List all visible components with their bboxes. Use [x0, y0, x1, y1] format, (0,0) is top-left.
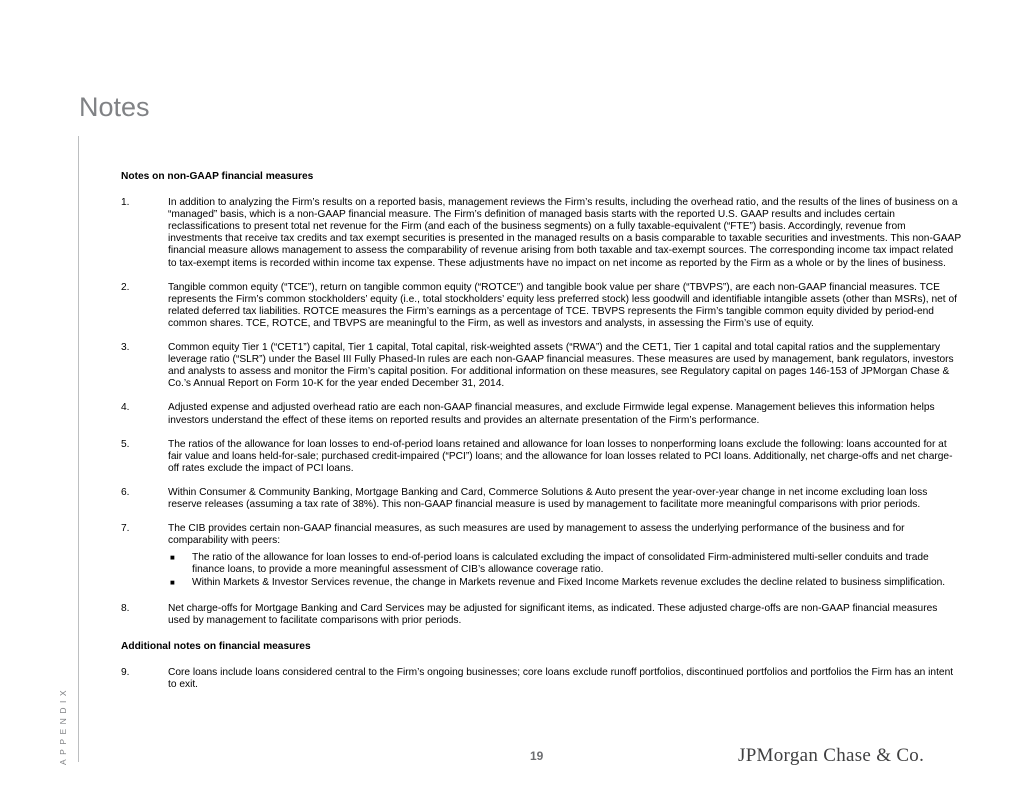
note-item [121, 342, 961, 390]
bullet-text: The ratio of the allowance for loan losses to end-of-period loans is calculated excluding the impact of consolidated Firm-administered multi-seller conduits and trade finance loans, to provide a more meaningful assessment of CIB’s allowance coverage ratio. [192, 552, 929, 576]
note-text: Within Consumer & Community Banking, Mortgage Banking and Card, Commerce Solutions & Auto present the year-over-year change in net income excluding loan loss reserve releases (assuming a tax rate of 38%). This non-GAAP financial measure is used by management to facilitate more meaningful comparisons with prior periods. [168, 486, 928, 510]
section-heading: Additional notes on financial measures [121, 640, 311, 652]
note-text: In addition to analyzing the Firm’s results on a reported basis, management reviews the Firm’s results, including the overhead ratio, and the results of the lines of business on a “managed” basis, which is a non-GAAP financial measure. The Firm’s definition of managed basis starts with the reported U.S. GAAP results and includes certain reclassifications to present total net revenue for the Firm (and each of the business segments) on a fully taxable-equivalent (“FTE”) basis. Accordingly, revenue from investments that receive tax credits and tax exempt securities is presented in the managed results on a basis comparable to taxable securities and investments. This non-GAAP financial measure allows management to assess the comparability of revenue arising from both taxable and tax-exempt sources. The corresponding income tax impact related to tax-exempt items is recorded within income tax expense. These adjustments have no impact on net income as reported by the Firm as a whole or by the lines of business. [168, 197, 961, 269]
section-heading: Notes on non-GAAP financial measures [121, 171, 314, 182]
bullet-list [168, 552, 961, 589]
bullet-text: Within Markets & Investor Services revenue, the change in Markets revenue and Fixed Income Markets revenue excludes the decline related to business simplification. [192, 577, 946, 589]
company-logo: JPMorgan Chase & Co. [738, 745, 925, 766]
note-number: 4. [121, 402, 130, 414]
note-item [121, 282, 961, 330]
note-number: 1. [121, 197, 130, 209]
note-text: The CIB provides certain non-GAAP financial measures, as such measures are used by management to assess the underlying performance of the business and for comparability with peers: [168, 523, 905, 547]
note-text: Common equity Tier 1 (“CET1”) capital, Tier 1 capital, Total capital, risk-weighted assets (“RWA”) and the CET1, Tier 1 capital and total capital ratios and the supplementary leverage ratio (“SLR”) under the Basel III Fully Phased-In rules are each non-GAAP financial measures. These measures are used by management, bank regulators, investors and analysts to assess and monitor the Firm’s capital position. For additional information on these measures, see Regulatory capital on pages 146-153 of JPMorgan Chase & Co.’s Annual Report on Form 10-K for the year ended December 31, 2014. [168, 342, 954, 390]
note-text: The ratios of the allowance for loan losses to end-of-period loans retained and allowance for loan losses to nonperforming loans exclude the following: loans accounted for at fair value and loans held-for-sale; purchased credit-impaired (“PCI”) loans; and the allowance for loan losses related to PCI loans. Additionally, net charge-offs and net charge-off rates exclude the impact of PCI loans. [168, 438, 953, 474]
square-bullet-icon: ■ [170, 578, 175, 588]
note-item [121, 439, 961, 475]
note-item [121, 523, 961, 590]
note-text: Tangible common equity (“TCE”), return on tangible common equity (“ROTCE”) and tangible book value per share (“TBVPS”), are each non-GAAP financial measures. TCE represents the Firm’s common stockholders’ equity (i.e., total stockholders’ equity less preferred stock) less goodwill and identifiable intangible assets (other than MSRs), net of related deferred tax liabilities. ROTCE measures the Firm’s earnings as a percentage of TCE. TBVPS represents the Firm’s tangible common equity divided by period-end common shares. TCE, ROTCE, and TBVPS are meaningful to the Firm, as well as investors and analysts, in assessing the Firm’s use of equity. [168, 281, 957, 329]
note-number: 7. [121, 523, 130, 535]
bullet-item [168, 552, 961, 576]
note-item [121, 197, 961, 270]
note-item [121, 402, 961, 426]
square-bullet-icon: ■ [170, 553, 175, 563]
note-text: Core loans include loans considered central to the Firm’s ongoing businesses; core loans exclude runoff portfolios, discontinued portfolios and portfolios the Firm has an intent to exit. [168, 666, 954, 690]
note-number: 5. [121, 438, 130, 450]
note-item [121, 667, 961, 691]
page-number: 19 [530, 749, 544, 763]
note-number: 2. [121, 281, 130, 293]
note-text: Adjusted expense and adjusted overhead ratio are each non-GAAP financial measures, and exclude Firmwide legal expense. Management believes this information helps investors understand the effect of these items on reported results and provides an alternate presentation of the Firm’s performance. [168, 402, 935, 426]
note-item [121, 487, 961, 511]
note-item [121, 603, 961, 627]
left-divider [78, 136, 79, 762]
note-number: 6. [121, 486, 130, 498]
note-number: 9. [121, 666, 130, 678]
bullet-item [168, 577, 961, 589]
page-title: Notes [79, 92, 150, 122]
note-text: Net charge-offs for Mortgage Banking and Card Services may be adjusted for significant items, as indicated. These adjusted charge-offs are non-GAAP financial measures used by management to facilitate comparisons with prior periods. [168, 602, 938, 626]
appendix-side-label: APPENDIX [58, 686, 68, 765]
note-number: 3. [121, 342, 130, 354]
notes-content [121, 171, 961, 691]
note-number: 8. [121, 602, 130, 614]
note-body [168, 523, 961, 590]
